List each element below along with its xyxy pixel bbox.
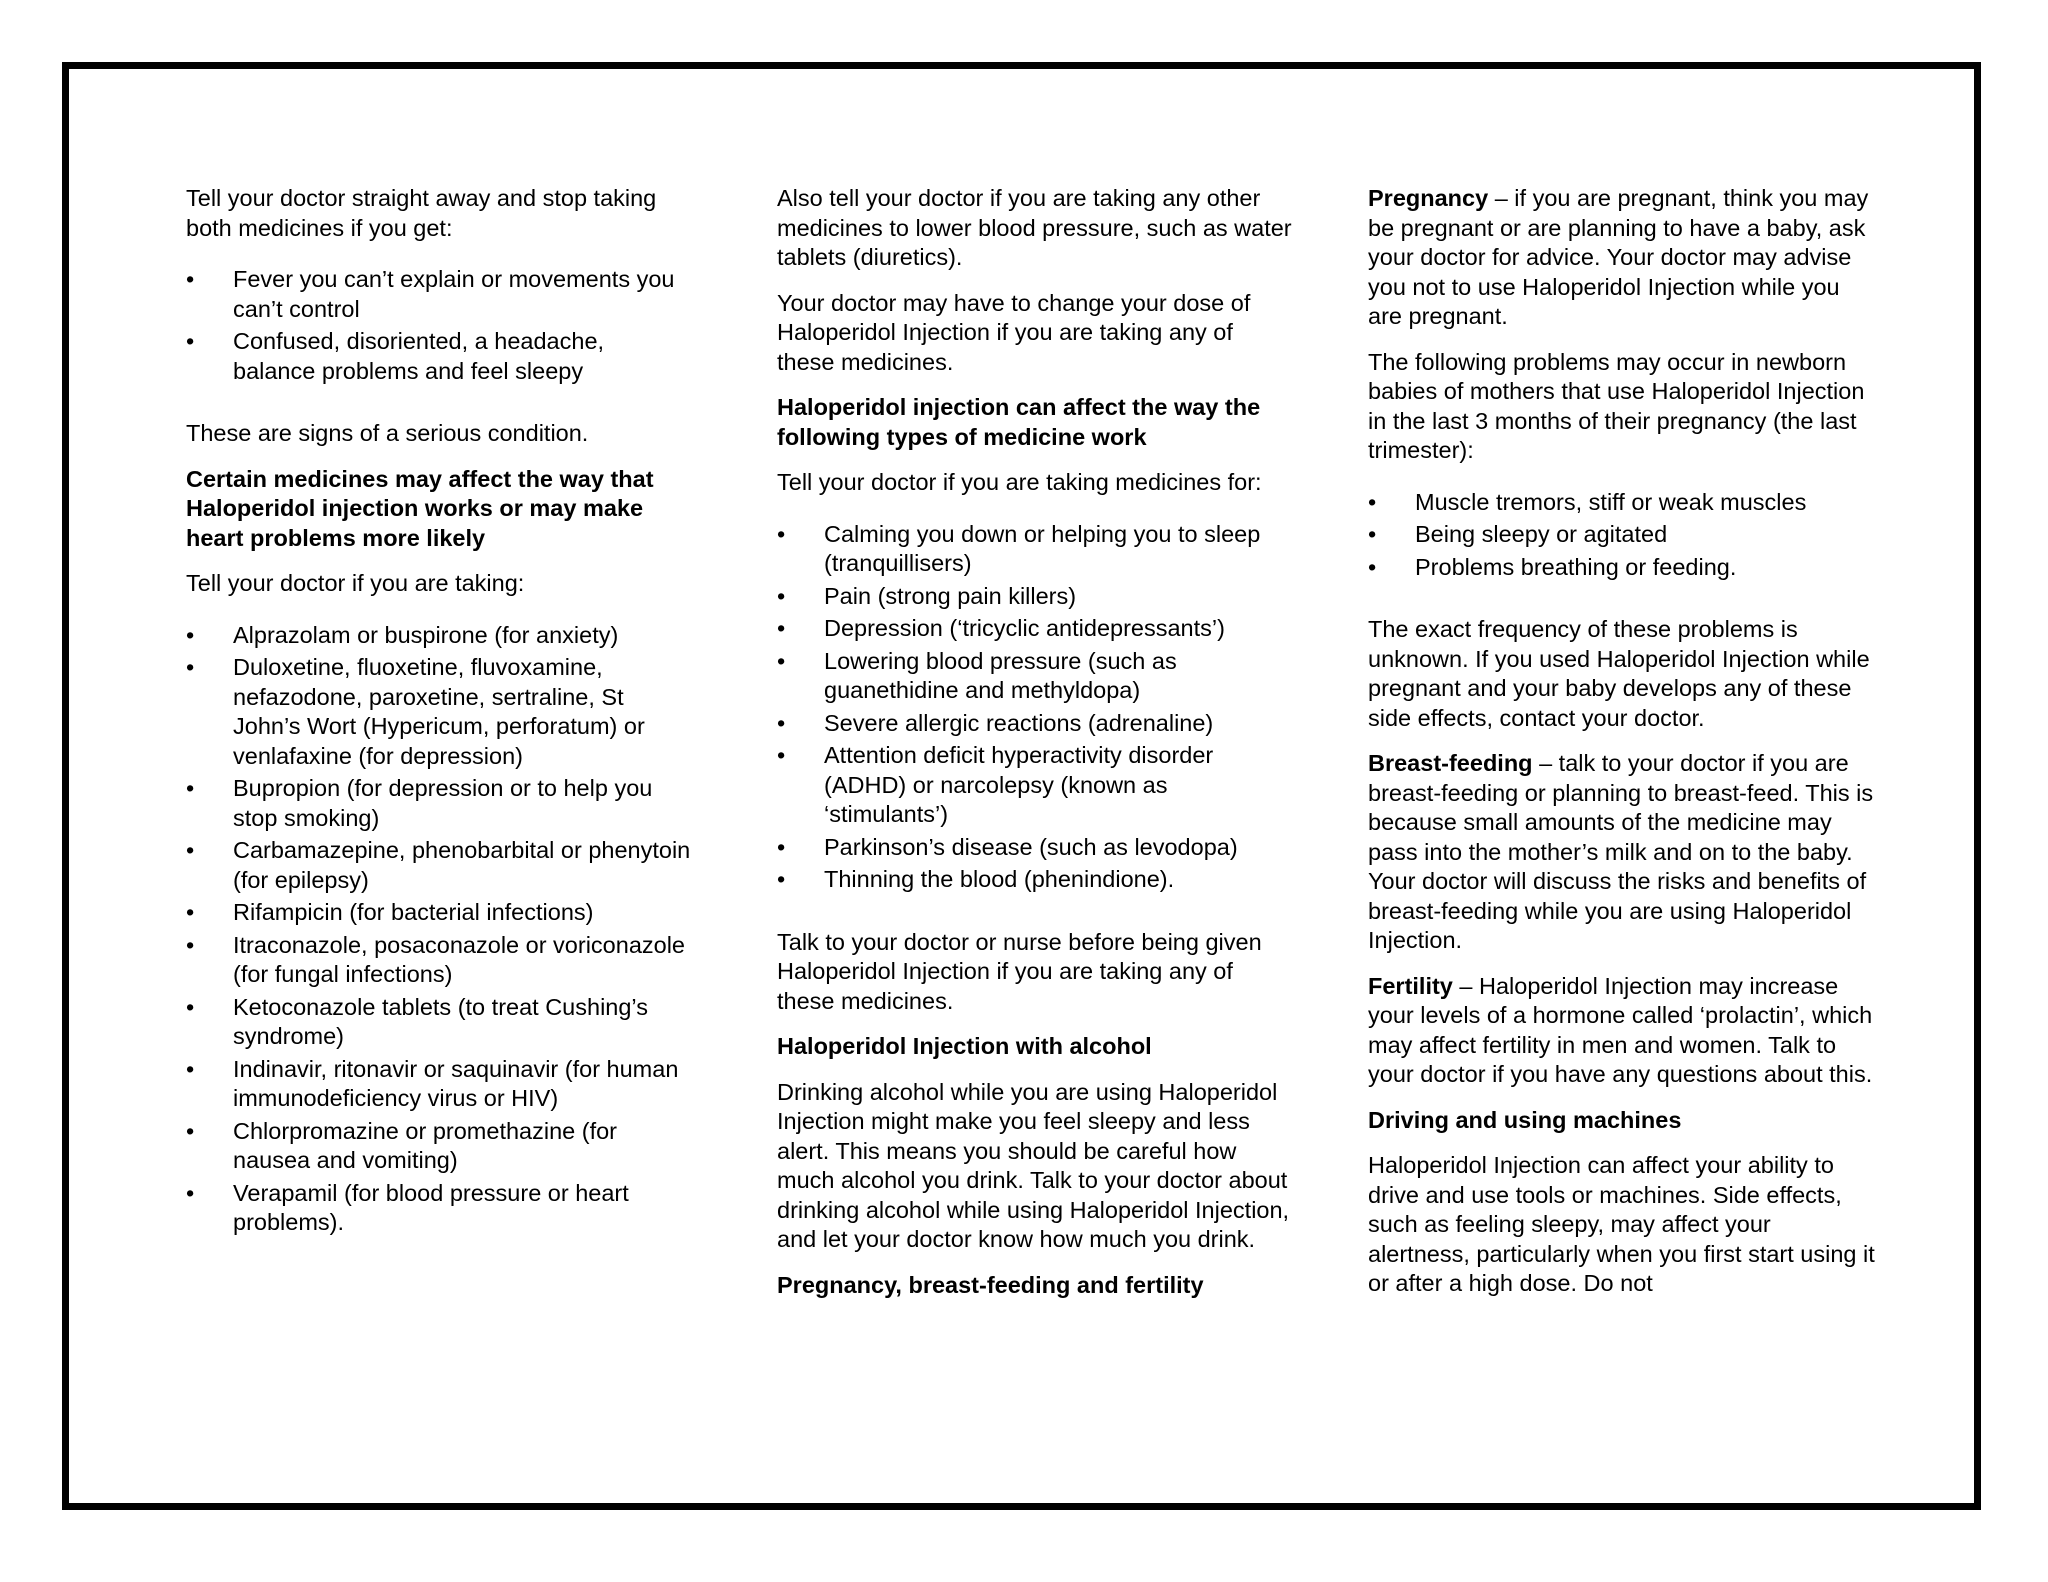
list-item: • Pain (strong pain killers): [777, 582, 1292, 612]
diuretics-paragraph: Also tell your doctor if you are taking any other medicines to lower blood pressure, such as water tablets (diuretics).: [777, 185, 1292, 270]
list-item: • Depression (‘tricyclic antidepressants’): [777, 614, 1292, 644]
list-item: • Problems breathing or feeding.: [1368, 553, 1878, 583]
section-heading: Haloperidol Injection with alcohol: [777, 1033, 1152, 1059]
column-2: [777, 184, 1292, 1316]
serious-condition-text: These are signs of a serious condition.: [186, 420, 589, 446]
section-heading: Certain medicines may affect the way that Haloperidol injection works or may make heart problems more likely: [186, 465, 654, 551]
taking-paragraph: Tell your doctor if you are taking:: [186, 570, 525, 596]
list-item: • Muscle tremors, stiff or weak muscles: [1368, 488, 1878, 518]
bullet-icon: •: [777, 866, 786, 892]
bullet-icon: •: [186, 993, 195, 1020]
list-item: • Calming you down or helping you to sleep (tranquillisers): [777, 520, 1261, 576]
fertility-label: Fertility: [1368, 972, 1453, 999]
intro-paragraph: Tell your doctor straight away and stop taking both medicines if you get:: [186, 185, 657, 241]
list-item: • Bupropion (for depression or to help you stop smoking): [186, 775, 653, 831]
list-item: • Attention deficit hyperactivity disorder (ADHD) or narcolepsy (known as ‘stimulants’): [777, 742, 1214, 827]
bullet-icon: •: [186, 1117, 195, 1144]
medicines-for-paragraph: Tell your doctor if you are taking medicines for:: [777, 469, 1262, 495]
list-item: • Ketoconazole tablets (to treat Cushing’s syndrome): [186, 993, 648, 1049]
section-heading: Haloperidol injection can affect the way the following types of medicine work: [777, 394, 1261, 450]
bullet-icon: •: [1368, 553, 1377, 580]
list-item: • Lowering blood pressure (such as guanethidine and methyldopa): [777, 647, 1177, 703]
list-item: • Severe allergic reactions (adrenaline): [777, 709, 1292, 739]
medicine-type-list: [777, 520, 1292, 895]
bullet-icon: •: [186, 654, 195, 680]
list-item: • Confused, disoriented, a headache, balance problems and feel sleepy: [186, 328, 605, 384]
alcohol-paragraph: Drinking alcohol while you are using Haloperidol Injection might make you feel sleepy and less alert. This means you should be careful how much alcohol you drink. Talk to your doctor about drinking alcohol while using Haloperidol Injection, and let your doctor know how much you drink.: [777, 1078, 1290, 1252]
bullet-icon: •: [777, 742, 786, 768]
bullet-icon: •: [1368, 521, 1377, 547]
bullet-icon: •: [777, 615, 786, 641]
list-item: • Parkinson’s disease (such as levodopa): [777, 833, 1292, 863]
bullet-icon: •: [186, 621, 195, 648]
bullet-icon: •: [186, 837, 195, 863]
bullet-icon: •: [186, 1055, 195, 1082]
driving-paragraph: Haloperidol Injection can affect your ability to drive and use tools or machines. Side effects, such as feeling sleepy, may affect your alertness, particularly when you first start using it or after a high dose. Do not: [1368, 1152, 1875, 1296]
section-heading: Pregnancy, breast-feeding and fertility: [777, 1271, 1204, 1298]
bullet-icon: •: [186, 266, 195, 292]
bullet-icon: •: [777, 833, 786, 860]
column-3: [1368, 184, 1878, 1315]
section-heading: Driving and using machines: [1368, 1106, 1682, 1133]
list-item: • Alprazolam or buspirone (for anxiety): [186, 621, 691, 651]
bullet-icon: •: [777, 647, 786, 674]
list-item: • Carbamazepine, phenobarbital or phenytoin (for epilepsy): [186, 837, 691, 893]
list-item: • Chlorpromazine or promethazine (for nausea and vomiting): [186, 1117, 617, 1173]
dose-paragraph: Your doctor may have to change your dose of Haloperidol Injection if you are taking any of these medicines.: [777, 289, 1251, 375]
breast-feeding-paragraph: Breast-feeding – talk to your doctor if you are breast-feeding or planning to breast-feed. This is because small amounts of the medicine may pass into the mother’s milk and on to the baby. Your doctor will discuss the risks and benefits of breast-feeding while you are using Haloperidol Injection.: [1368, 750, 1874, 953]
list-item: • Duloxetine, fluoxetine, fluvoxamine, nefazodone, paroxetine, sertraline, St John’s Wort (Hypericum, perforatum) or venlafaxine (for depression): [186, 654, 645, 769]
list-item: • Thinning the blood (phenindione).: [777, 865, 1292, 895]
column-1: [186, 184, 691, 1271]
newborn-problems-list: [1368, 488, 1878, 583]
bullet-icon: •: [777, 709, 786, 736]
newborn-paragraph: The following problems may occur in newborn babies of mothers that use Haloperidol Injection in the last 3 months of their pregnancy (the last trimester):: [1368, 348, 1865, 463]
medicine-list: [186, 621, 691, 1238]
bullet-icon: •: [186, 899, 195, 925]
pregnancy-label: Pregnancy: [1368, 185, 1489, 211]
frequency-paragraph: The exact frequency of these problems is unknown. If you used Haloperidol Injection while pregnant and your baby develops any of these side effects, contact your doctor.: [1368, 616, 1870, 731]
fertility-paragraph: Fertility – Haloperidol Injection may increase your levels of a hormone called ‘prolactin’, which may affect fertility in men and women. Talk to your doctor if you have any questions about this.: [1368, 972, 1873, 1087]
talk-to-doctor-paragraph: Talk to your doctor or nurse before being given Haloperidol Injection if you are taking any of these medicines.: [777, 928, 1262, 1014]
list-item: • Being sleepy or agitated: [1368, 520, 1878, 550]
bullet-icon: •: [186, 1179, 195, 1206]
bullet-icon: •: [186, 328, 195, 354]
list-item: • Verapamil (for blood pressure or heart problems).: [186, 1179, 629, 1235]
bullet-icon: •: [777, 520, 786, 547]
bullet-icon: •: [1368, 488, 1377, 515]
bullet-icon: •: [777, 582, 786, 609]
bullet-icon: •: [186, 775, 195, 801]
list-item: • Rifampicin (for bacterial infections): [186, 898, 691, 928]
list-item: • Indinavir, ritonavir or saquinavir (for human immunodeficiency virus or HIV): [186, 1055, 679, 1111]
pregnancy-paragraph: Pregnancy – if you are pregnant, think you may be pregnant or are planning to have a baby, ask your doctor for advice. Your doctor may advise you not to use Haloperidol Injection while you are pregnant.: [1368, 185, 1869, 329]
list-item: • Itraconazole, posaconazole or voriconazole (for fungal infections): [186, 931, 685, 987]
list-item: • Fever you can’t explain or movements you can’t control: [186, 266, 675, 322]
symptom-list: [186, 265, 691, 386]
breast-feeding-label: Breast-feeding: [1368, 750, 1533, 776]
bullet-icon: •: [186, 931, 195, 958]
